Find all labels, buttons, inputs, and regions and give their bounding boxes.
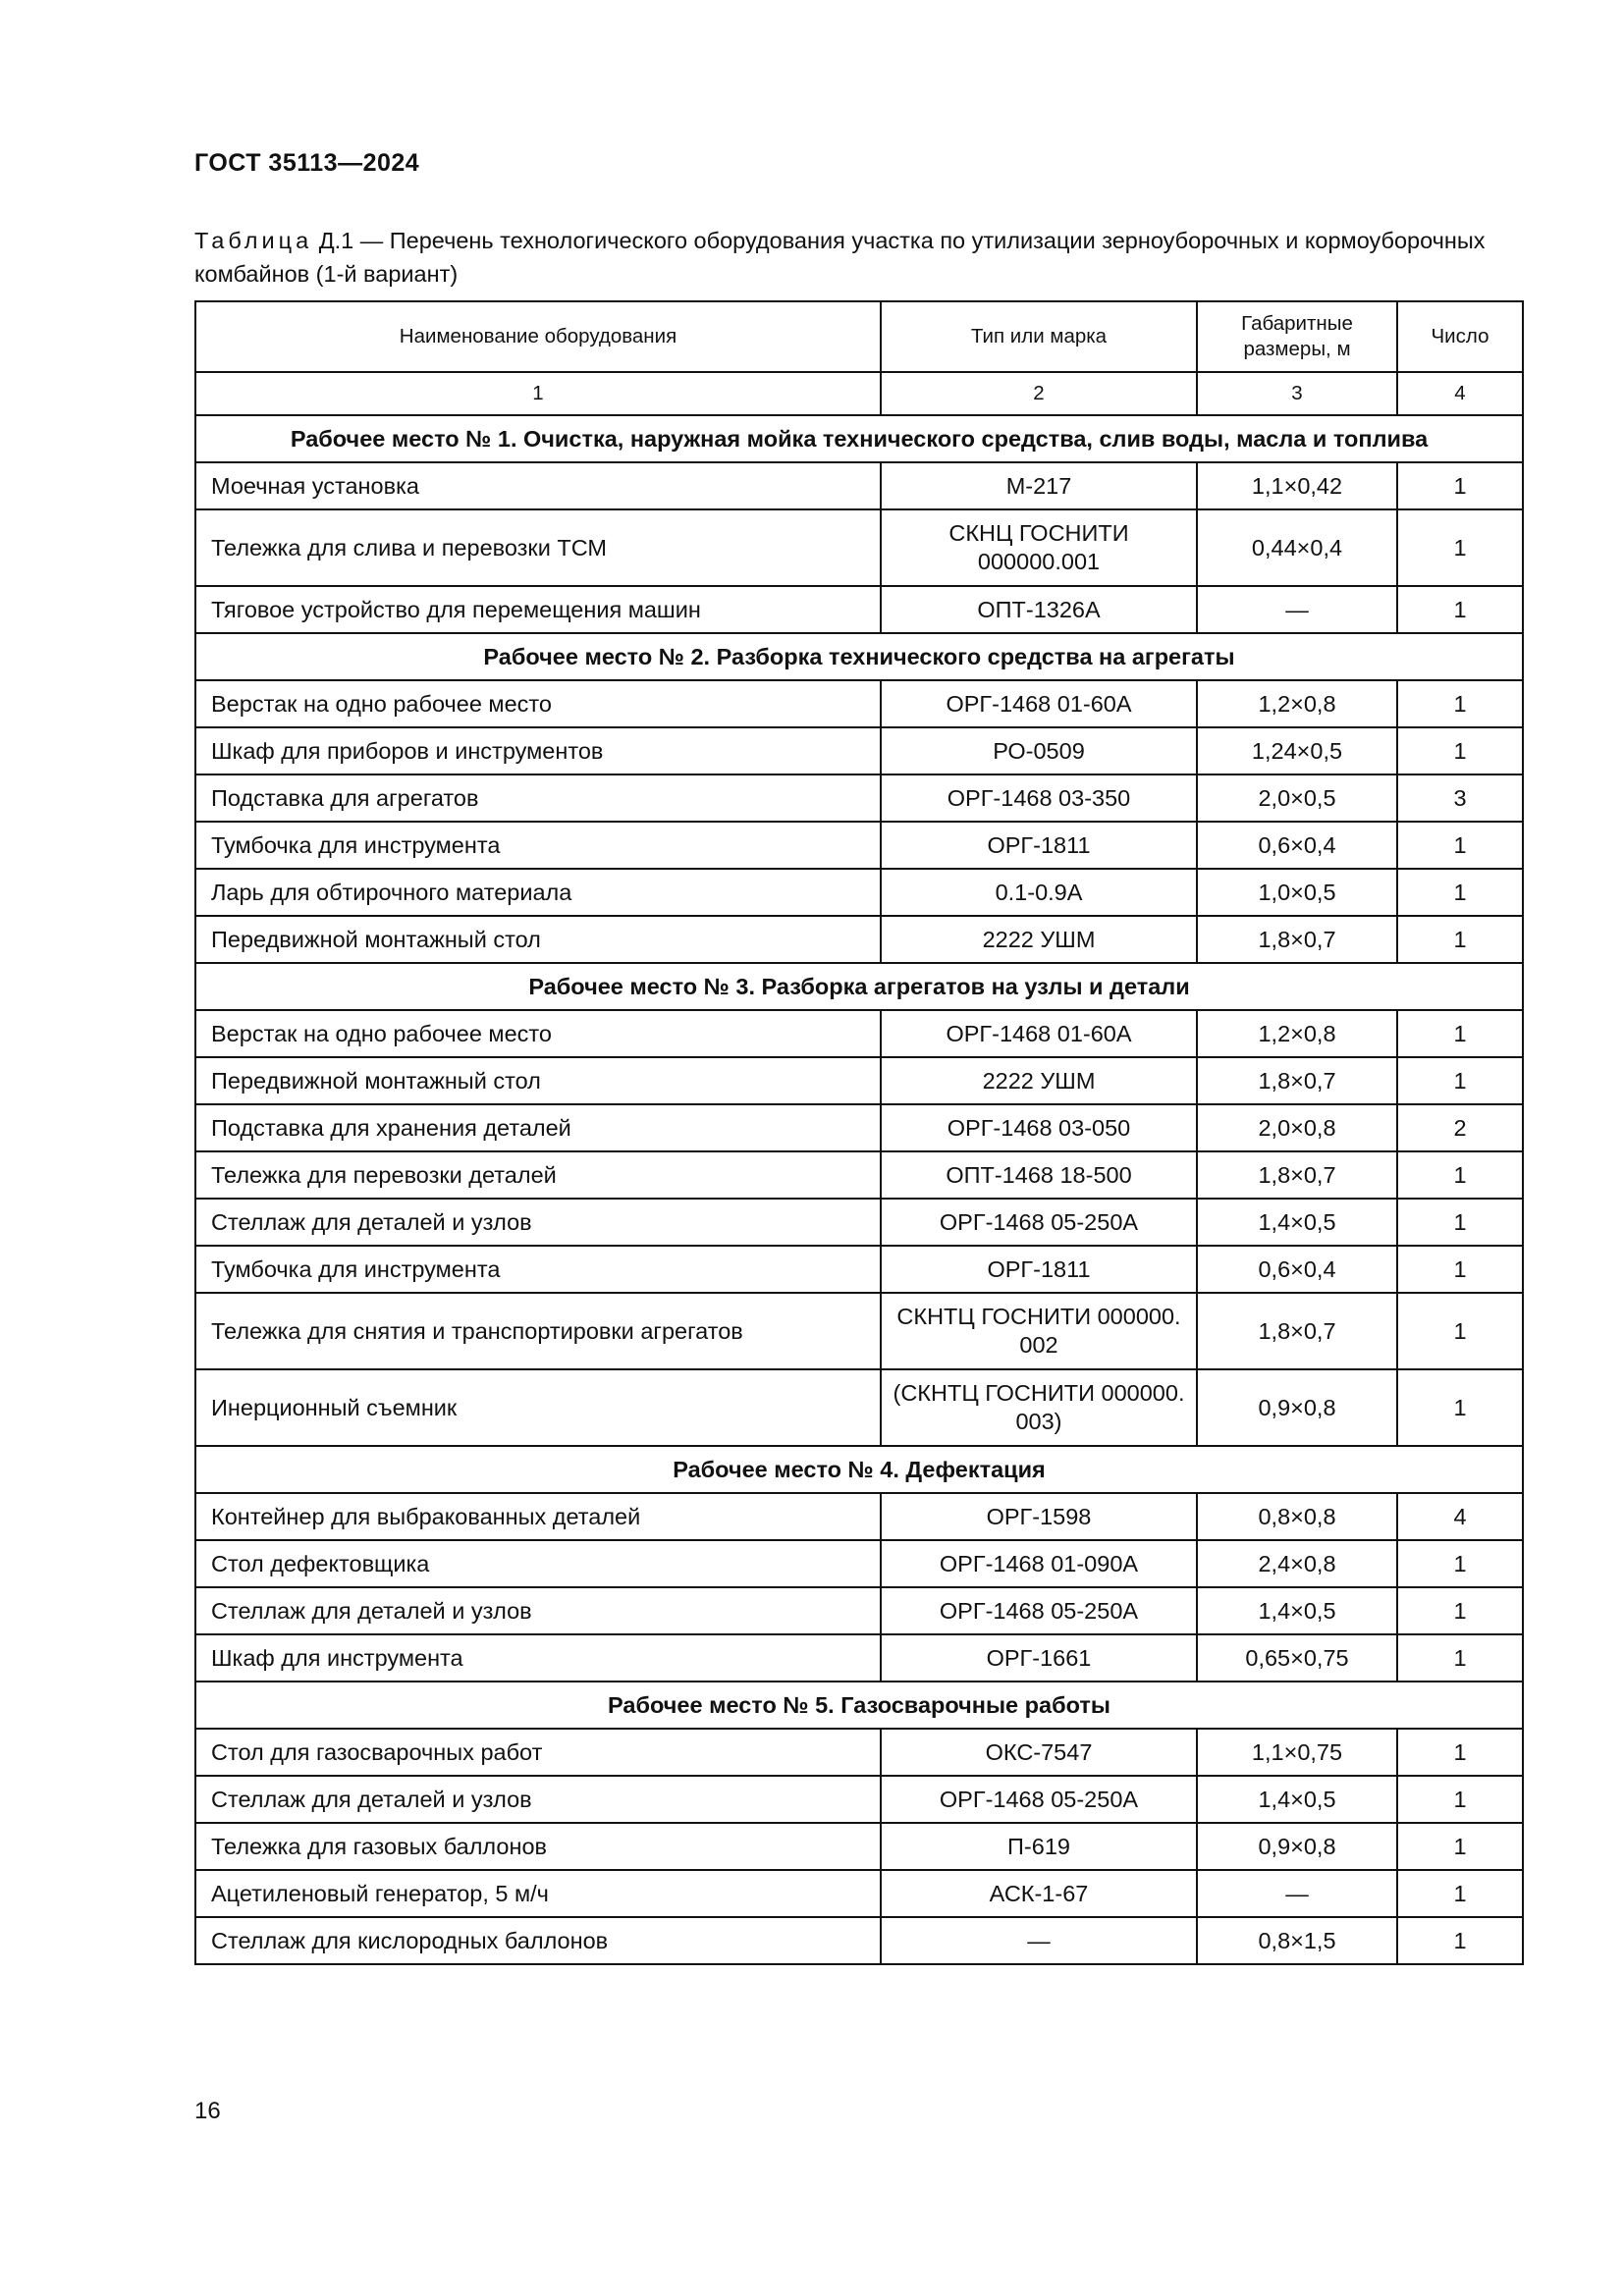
dimensions-cell: 2,4×0,8 (1197, 1540, 1397, 1587)
table-row (195, 680, 1523, 727)
table-row (195, 1104, 1523, 1151)
header-equipment-name: Наименование оборудования (195, 301, 881, 372)
dimensions-cell: 1,1×0,75 (1197, 1729, 1397, 1776)
count-cell: 1 (1397, 1729, 1523, 1776)
dimensions-cell: 0,9×0,8 (1197, 1823, 1397, 1870)
equipment-name-cell: Стеллаж для деталей и узлов (195, 1776, 881, 1823)
section-header-row (195, 633, 1523, 680)
type-brand-cell: СКНТЦ ГОСНИТИ 000000. 002 (881, 1293, 1197, 1369)
type-brand-cell: ОРГ-1811 (881, 822, 1197, 869)
count-cell: 1 (1397, 1151, 1523, 1199)
equipment-name-cell: Тележка для перевозки деталей (195, 1151, 881, 1199)
table-row (195, 462, 1523, 509)
type-brand-cell: ОРГ-1468 05-250А (881, 1587, 1197, 1634)
equipment-name-cell: Подставка для агрегатов (195, 774, 881, 822)
equipment-name-cell: Ацетиленовый генератор, 5 м/ч (195, 1870, 881, 1917)
dimensions-cell: 2,0×0,8 (1197, 1104, 1397, 1151)
table-body (195, 415, 1523, 1964)
dimensions-cell: — (1197, 586, 1397, 633)
dimensions-cell: 2,0×0,5 (1197, 774, 1397, 822)
table-row (195, 1870, 1523, 1917)
table-row (195, 1246, 1523, 1293)
count-cell: 1 (1397, 1057, 1523, 1104)
equipment-name-cell: Верстак на одно рабочее место (195, 680, 881, 727)
table-row (195, 1293, 1523, 1369)
dimensions-cell: 1,8×0,7 (1197, 916, 1397, 963)
type-brand-cell: АСК-1-67 (881, 1870, 1197, 1917)
table-row (195, 916, 1523, 963)
table-row (195, 1199, 1523, 1246)
column-number: 2 (881, 372, 1197, 415)
document-code: ГОСТ 35113—2024 (194, 149, 420, 177)
caption-label: Таблица (194, 228, 313, 253)
equipment-name-cell: Шкаф для приборов и инструментов (195, 727, 881, 774)
section-title: Рабочее место № 5. Газосварочные работы (195, 1682, 1523, 1729)
column-number: 1 (195, 372, 881, 415)
count-cell: 2 (1397, 1104, 1523, 1151)
count-cell: 1 (1397, 727, 1523, 774)
dimensions-cell: 1,4×0,5 (1197, 1587, 1397, 1634)
dimensions-cell: 1,8×0,7 (1197, 1057, 1397, 1104)
table-caption (194, 224, 1520, 291)
equipment-name-cell: Ларь для обтирочного материала (195, 869, 881, 916)
type-brand-cell: ОПТ-1468 18-500 (881, 1151, 1197, 1199)
section-title: Рабочее место № 3. Разборка агрегатов на узлы и детали (195, 963, 1523, 1010)
type-brand-cell: (СКНТЦ ГОСНИТИ 000000. 003) (881, 1369, 1197, 1446)
equipment-name-cell: Стеллаж для деталей и узлов (195, 1199, 881, 1246)
type-brand-cell: 2222 УШМ (881, 916, 1197, 963)
type-brand-cell: ОРГ-1661 (881, 1634, 1197, 1682)
count-cell: 1 (1397, 1369, 1523, 1446)
table-row (195, 869, 1523, 916)
column-number-row (195, 372, 1523, 415)
type-brand-cell: П-619 (881, 1823, 1197, 1870)
header-dimensions: Габаритные размеры, м (1197, 301, 1397, 372)
count-cell: 1 (1397, 1917, 1523, 1964)
dimensions-cell: 1,2×0,8 (1197, 1010, 1397, 1057)
type-brand-cell: 0.1-0.9А (881, 869, 1197, 916)
equipment-name-cell: Моечная установка (195, 462, 881, 509)
table-row (195, 1823, 1523, 1870)
equipment-name-cell: Тумбочка для инструмента (195, 1246, 881, 1293)
equipment-name-cell: Тяговое устройство для перемещения машин (195, 586, 881, 633)
dimensions-cell: 1,8×0,7 (1197, 1293, 1397, 1369)
count-cell: 1 (1397, 1870, 1523, 1917)
equipment-name-cell: Тумбочка для инструмента (195, 822, 881, 869)
table-row (195, 1010, 1523, 1057)
dimensions-cell: 0,8×1,5 (1197, 1917, 1397, 1964)
count-cell: 1 (1397, 1293, 1523, 1369)
type-brand-cell: ОРГ-1468 01-60А (881, 1010, 1197, 1057)
table-row (195, 1369, 1523, 1446)
type-brand-cell: 2222 УШМ (881, 1057, 1197, 1104)
count-cell: 1 (1397, 1823, 1523, 1870)
equipment-name-cell: Подставка для хранения деталей (195, 1104, 881, 1151)
count-cell: 1 (1397, 1587, 1523, 1634)
equipment-name-cell: Стеллаж для деталей и узлов (195, 1587, 881, 1634)
dimensions-cell: 1,4×0,5 (1197, 1776, 1397, 1823)
table-row (195, 1776, 1523, 1823)
count-cell: 1 (1397, 1246, 1523, 1293)
type-brand-cell: ОРГ-1468 01-60А (881, 680, 1197, 727)
count-cell: 3 (1397, 774, 1523, 822)
equipment-table (194, 300, 1524, 1965)
table-row (195, 822, 1523, 869)
equipment-name-cell: Тележка для газовых баллонов (195, 1823, 881, 1870)
table-row (195, 1493, 1523, 1540)
type-brand-cell: ОРГ-1811 (881, 1246, 1197, 1293)
table-row (195, 586, 1523, 633)
header-count: Число (1397, 301, 1523, 372)
section-header-row (195, 1682, 1523, 1729)
dimensions-cell: — (1197, 1870, 1397, 1917)
type-brand-cell: РО-0509 (881, 727, 1197, 774)
count-cell: 1 (1397, 1199, 1523, 1246)
table-row (195, 1540, 1523, 1587)
equipment-name-cell: Тележка для слива и перевозки ТСМ (195, 509, 881, 586)
section-title: Рабочее место № 2. Разборка технического средства на агрегаты (195, 633, 1523, 680)
count-cell: 1 (1397, 462, 1523, 509)
section-header-row (195, 963, 1523, 1010)
type-brand-cell: ОПТ-1326А (881, 586, 1197, 633)
equipment-name-cell: Верстак на одно рабочее место (195, 1010, 881, 1057)
dimensions-cell: 0,9×0,8 (1197, 1369, 1397, 1446)
equipment-name-cell: Стол дефектовщика (195, 1540, 881, 1587)
dimensions-cell: 1,1×0,42 (1197, 462, 1397, 509)
type-brand-cell: ОРГ-1468 05-250А (881, 1199, 1197, 1246)
dimensions-cell: 1,8×0,7 (1197, 1151, 1397, 1199)
count-cell: 1 (1397, 916, 1523, 963)
equipment-name-cell: Передвижной монтажный стол (195, 1057, 881, 1104)
header-row (195, 301, 1523, 372)
type-brand-cell: ОРГ-1468 01-090А (881, 1540, 1197, 1587)
page-number: 16 (194, 2098, 221, 2124)
count-cell: 1 (1397, 1010, 1523, 1057)
section-title: Рабочее место № 1. Очистка, наружная мойка технического средства, слив воды, масла и топлива (195, 415, 1523, 462)
type-brand-cell: ОРГ-1468 05-250А (881, 1776, 1197, 1823)
dimensions-cell: 1,4×0,5 (1197, 1199, 1397, 1246)
table-row (195, 1729, 1523, 1776)
dimensions-cell: 1,24×0,5 (1197, 727, 1397, 774)
type-brand-cell: ОРГ-1468 03-350 (881, 774, 1197, 822)
section-title: Рабочее место № 4. Дефектация (195, 1446, 1523, 1493)
dimensions-cell: 1,0×0,5 (1197, 869, 1397, 916)
table-row (195, 774, 1523, 822)
table-row (195, 509, 1523, 586)
header-type-brand: Тип или марка (881, 301, 1197, 372)
type-brand-cell: ОРГ-1598 (881, 1493, 1197, 1540)
table-header (195, 301, 1523, 415)
dimensions-cell: 0,44×0,4 (1197, 509, 1397, 586)
table-row (195, 1917, 1523, 1964)
dimensions-cell: 0,65×0,75 (1197, 1634, 1397, 1682)
type-brand-cell: М-217 (881, 462, 1197, 509)
table-row (195, 1057, 1523, 1104)
equipment-name-cell: Передвижной монтажный стол (195, 916, 881, 963)
equipment-name-cell: Стол для газосварочных работ (195, 1729, 881, 1776)
equipment-name-cell: Тележка для снятия и транспортировки агрегатов (195, 1293, 881, 1369)
count-cell: 1 (1397, 1540, 1523, 1587)
equipment-name-cell: Контейнер для выбракованных деталей (195, 1493, 881, 1540)
dimensions-cell: 0,6×0,4 (1197, 1246, 1397, 1293)
type-brand-cell: ОРГ-1468 03-050 (881, 1104, 1197, 1151)
table-row (195, 1587, 1523, 1634)
dimensions-cell: 0,6×0,4 (1197, 822, 1397, 869)
dimensions-cell: 0,8×0,8 (1197, 1493, 1397, 1540)
type-brand-cell: СКНЦ ГОСНИТИ 000000.001 (881, 509, 1197, 586)
section-header-row (195, 415, 1523, 462)
count-cell: 1 (1397, 869, 1523, 916)
count-cell: 4 (1397, 1493, 1523, 1540)
column-number: 4 (1397, 372, 1523, 415)
section-header-row (195, 1446, 1523, 1493)
equipment-name-cell: Инерционный съемник (195, 1369, 881, 1446)
count-cell: 1 (1397, 1776, 1523, 1823)
count-cell: 1 (1397, 1634, 1523, 1682)
table-row (195, 1151, 1523, 1199)
equipment-name-cell: Стеллаж для кислородных баллонов (195, 1917, 881, 1964)
dimensions-cell: 1,2×0,8 (1197, 680, 1397, 727)
type-brand-cell: — (881, 1917, 1197, 1964)
table-row (195, 727, 1523, 774)
count-cell: 1 (1397, 509, 1523, 586)
caption-text: Д.1 — Перечень технологического оборудования участка по утилизации зерноуборочных и кормоуборочных комбайнов (1-й вариант) (194, 228, 1486, 287)
column-number: 3 (1197, 372, 1397, 415)
count-cell: 1 (1397, 586, 1523, 633)
count-cell: 1 (1397, 822, 1523, 869)
equipment-name-cell: Шкаф для инструмента (195, 1634, 881, 1682)
type-brand-cell: ОКС-7547 (881, 1729, 1197, 1776)
count-cell: 1 (1397, 680, 1523, 727)
table-row (195, 1634, 1523, 1682)
